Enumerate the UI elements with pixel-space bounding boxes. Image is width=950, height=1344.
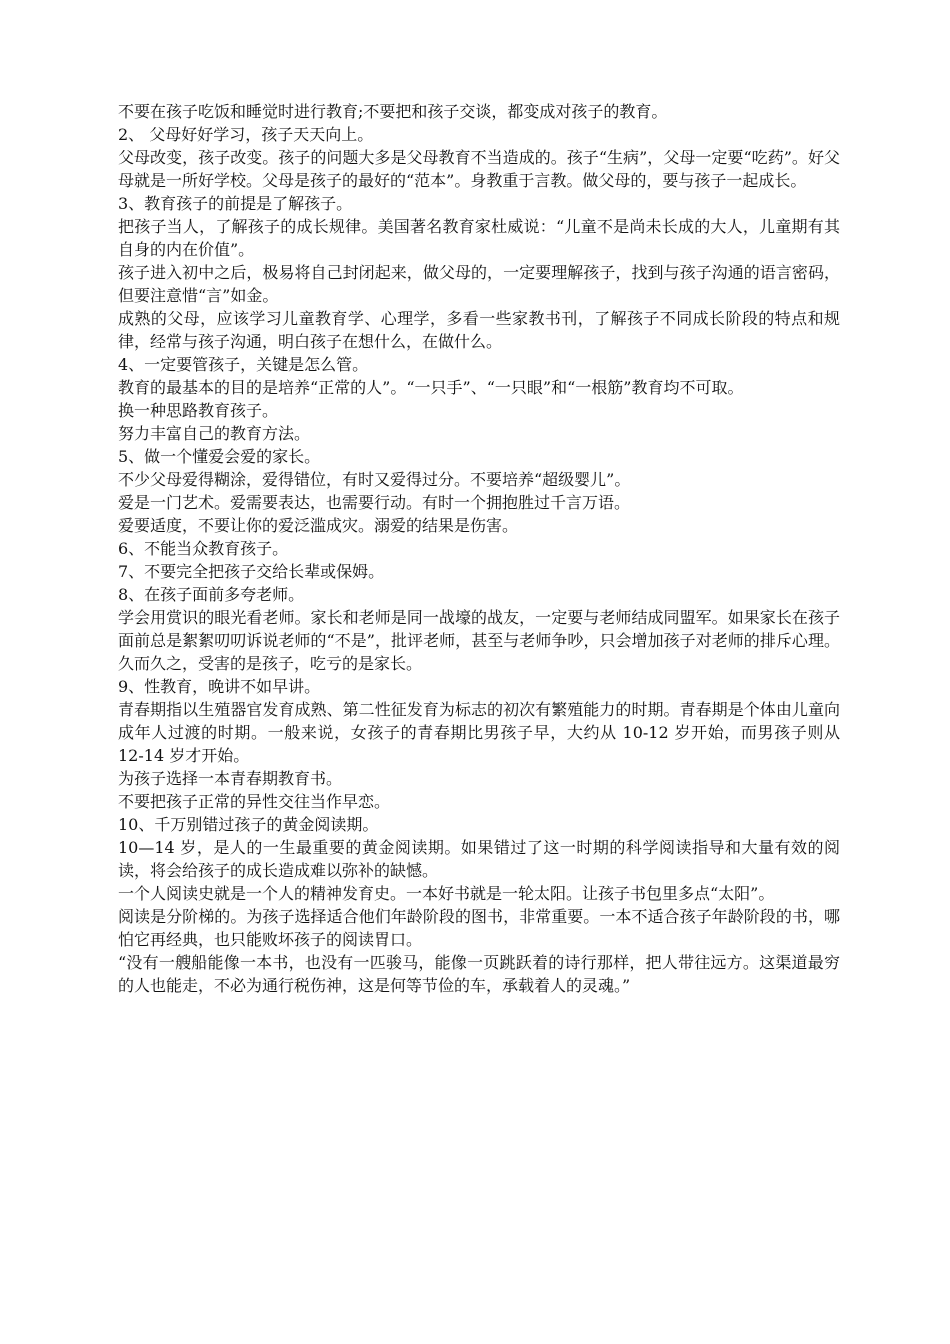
paragraph: 父母改变，孩子改变。孩子的问题大多是父母教育不当造成的。孩子“生病”，父母一定要“吃药”。好父母就是一所好学校。父母是孩子的最好的“范本”。身教重于言教。做父母的，要与孩子一起成长。	[118, 148, 840, 190]
section-heading-10: 10、千万别错过孩子的黄金阅读期。	[118, 815, 379, 834]
paragraph: 10—14 岁，是人的一生最重要的黄金阅读期。如果错过了这一时期的科学阅读指导和大量有效的阅读，将会给孩子的成长造成难以弥补的缺憾。	[118, 838, 840, 880]
paragraph: 爱是一门艺术。爱需要表达，也需要行动。有时一个拥抱胜过千言万语。	[118, 493, 631, 512]
section-heading-7: 7、不要完全把孩子交给长辈或保姆。	[118, 562, 385, 581]
paragraph: 学会用赏识的眼光看老师。家长和老师是同一战壕的战友，一定要与老师结成同盟军。如果家长在孩子面前总是絮絮叨叨诉说老师的“不是”，批评老师，甚至与老师争吵，只会增加孩子对老师的排斥心理。久而久之，受害的是孩子，吃亏的是家长。	[118, 608, 840, 673]
section-heading-9: 9、性教育，晚讲不如早讲。	[118, 677, 321, 696]
paragraph: 为孩子选择一本青春期教育书。	[118, 769, 343, 788]
paragraph-intro: 不要在孩子吃饭和睡觉时进行教育;不要把和孩子交谈，都变成对孩子的教育。	[118, 102, 668, 121]
paragraph: 爱要适度，不要让你的爱泛滥成灾。溺爱的结果是伤害。	[118, 516, 519, 535]
section-heading-6: 6、不能当众教育孩子。	[118, 539, 289, 558]
paragraph: 青春期指以生殖器官发育成熟、第二性征发育为标志的初次有繁殖能力的时期。青春期是个体由儿童向成年人过渡的时期。一般来说，女孩子的青春期比男孩子早，大约从 10-12 岁开始，而男孩子则从 12-14 岁才开始。	[118, 700, 840, 765]
section-heading-4: 4、一定要管孩子，关键是怎么管。	[118, 355, 369, 374]
paragraph: 不要把孩子正常的异性交往当作早恋。	[118, 792, 391, 811]
paragraph: 一个人阅读史就是一个人的精神发育史。一本好书就是一轮太阳。让孩子书包里多点“太阳”。	[118, 884, 775, 903]
section-heading-3: 3、教育孩子的前提是了解孩子。	[118, 194, 353, 213]
section-heading-2: 2、 父母好好学习，孩子天天向上。	[118, 125, 374, 144]
document-page	[118, 100, 840, 997]
paragraph: 阅读是分阶梯的。为孩子选择适合他们年龄阶段的图书，非常重要。一本不适合孩子年龄阶段的书，哪怕它再经典，也只能败坏孩子的阅读胃口。	[118, 907, 840, 949]
section-heading-5: 5、做一个懂爱会爱的家长。	[118, 447, 321, 466]
quote-paragraph: “没有一艘船能像一本书，也没有一匹骏马，能像一页跳跃着的诗行那样，把人带往远方。这渠道最穷的人也能走，不必为通行税伤神，这是何等节俭的车，承载着人的灵魂。”	[118, 953, 840, 995]
paragraph: 孩子进入初中之后，极易将自己封闭起来，做父母的，一定要理解孩子，找到与孩子沟通的语言密码，但要注意惜“言”如金。	[118, 263, 840, 305]
section-heading-8: 8、在孩子面前多夸老师。	[118, 585, 305, 604]
paragraph: 教育的最基本的目的是培养“正常的人”。“一只手”、“一只眼”和“一根筋”教育均不可取。	[118, 378, 744, 397]
paragraph: 换一种思路教育孩子。	[118, 401, 279, 420]
paragraph: 成熟的父母，应该学习儿童教育学、心理学，多看一些家教书刊，了解孩子不同成长阶段的特点和规律，经常与孩子沟通，明白孩子在想什么，在做什么。	[118, 309, 840, 351]
paragraph: 努力丰富自己的教育方法。	[118, 424, 311, 443]
paragraph: 不少父母爱得糊涂，爱得错位，有时又爱得过分。不要培养“超级婴儿”。	[118, 470, 631, 489]
paragraph: 把孩子当人，了解孩子的成长规律。美国著名教育家杜威说：“儿童不是尚未长成的大人，儿童期有其自身的内在价值”。	[118, 217, 840, 259]
